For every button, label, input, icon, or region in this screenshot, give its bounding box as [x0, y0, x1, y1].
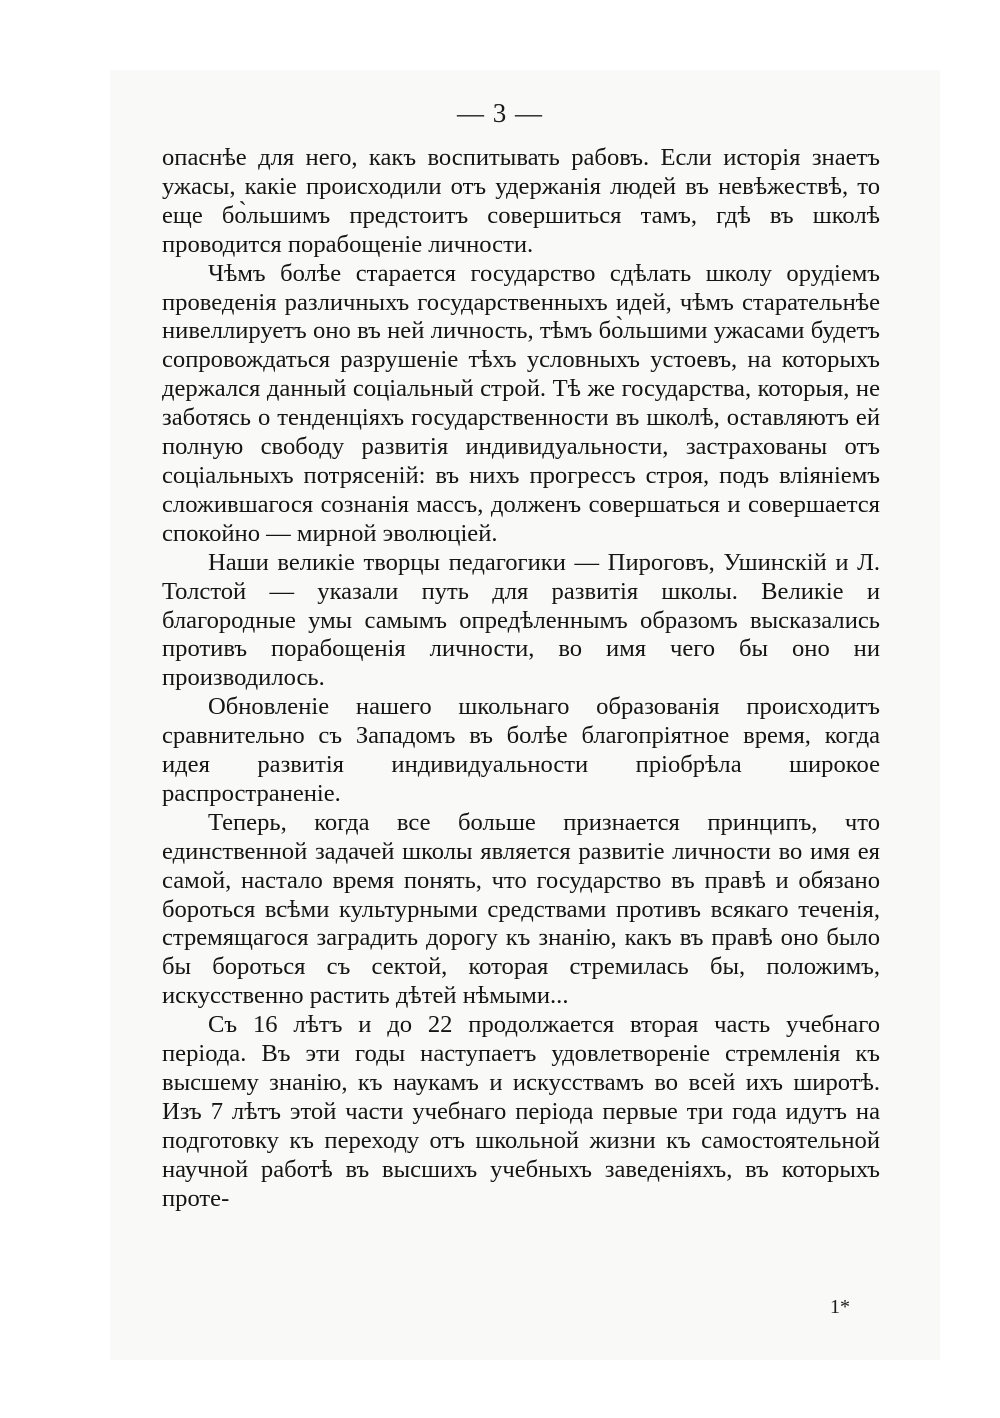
paragraph: Чѣмъ болѣе старается государство сдѣлать школу орудіемъ проведенія различныхъ государственныхъ идей, чѣмъ старательнѣе нивеллируетъ оно въ ней личность, тѣмъ бо̀льшими ужасами будетъ сопровождаться разрушеніе тѣхъ условныхъ устоевъ, на которыхъ держался данный соціальный строй. Тѣ же государства, которыя, не заботясь о тенденціяхъ государственности въ школѣ, оставляютъ ей полную свободу развитія индивидуальности, застрахованы отъ соціальныхъ потрясеній: въ нихъ прогрессъ строя, подъ вліяніемъ сложившагося сознанія массъ, долженъ совершаться и совершается спокойно — мирной эволюціей.: [162, 259, 880, 547]
paragraph: опаснѣе для него, какъ воспитывать рабовъ. Если исторія знаетъ ужасы, какіе происходили отъ удержанія людей въ невѣжествѣ, то еще бо̀льшимъ предстоитъ совершиться тамъ, гдѣ въ школѣ проводится порабощеніе личности.: [162, 144, 880, 258]
paragraph: Наши великіе творцы педагогики — Пироговъ, Ушинскій и Л. Толстой — указали путь для развитія школы. Великіе и благородные умы самымъ опредѣленнымъ образомъ высказались противъ порабощенія личности, во имя чего бы оно ни производилось.: [162, 548, 880, 692]
paragraph: Теперь, когда все больше признается принципъ, что единственной задачей школы является развитіе личности во имя ея самой, настало время понять, что государство въ правѣ и обязано бороться всѣми культурными средствами противъ всякаго теченія, стремящагося заградить дорогу къ знанію, какъ въ правѣ оно было бы бороться съ сектой, которая стремилась бы, положимъ, искусственно растить дѣтей нѣмыми...: [162, 808, 880, 1010]
page-number: — 3 —: [457, 98, 543, 128]
paragraph: Обновленіе нашего школьнаго образованія происходитъ сравнительно съ Западомъ въ болѣе благопріятное время, когда идея развитія индивидуальности пріобрѣла широкое распространеніе.: [162, 693, 880, 807]
paragraph: Съ 16 лѣтъ и до 22 продолжается вторая часть учебнаго періода. Въ эти годы наступаетъ удовлетвореніе стремленія къ высшему знанію, къ наукамъ и искусствамъ во всей ихъ широтѣ. Изъ 7 лѣтъ этой части учебнаго періода первые три года идутъ на подготовку къ переходу отъ школьной жизни къ самостоятельной научной работѣ въ высшихъ учебныхъ заведеніяхъ, въ которыхъ проте-: [162, 1011, 880, 1212]
signature-mark: 1*: [830, 1296, 850, 1318]
body-text: [162, 144, 880, 1214]
